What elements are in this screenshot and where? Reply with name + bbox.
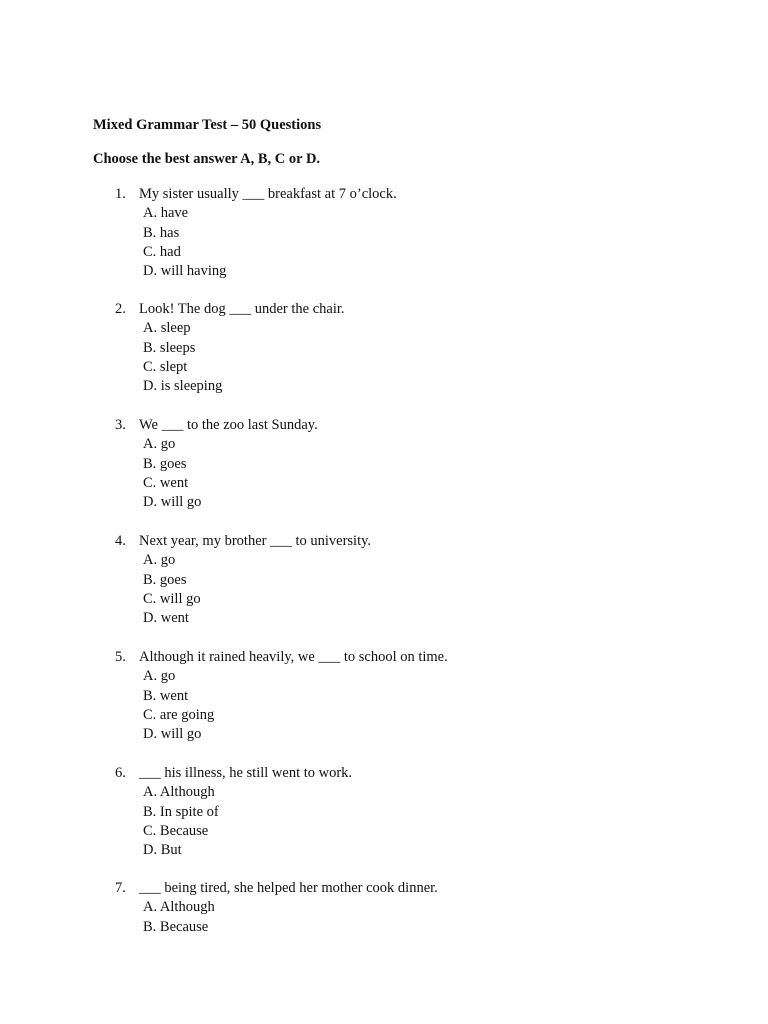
answer-option: C. had	[143, 243, 181, 260]
question-number: 5.	[115, 649, 126, 665]
answer-option: C. will go	[143, 590, 201, 607]
answer-option: A. go	[143, 436, 176, 453]
answer-options	[143, 551, 201, 628]
question-text: My sister usually ___ breakfast at 7 o’clock.	[139, 186, 397, 202]
answer-options	[143, 667, 214, 744]
question-number: 2.	[115, 301, 126, 317]
answer-option: B. went	[143, 687, 189, 704]
question-text: Look! The dog ___ under the chair.	[139, 301, 345, 317]
answer-options	[143, 898, 215, 937]
answer-option: A. have	[143, 205, 189, 222]
answer-option: B. Because	[143, 918, 209, 935]
question-text: ___ being tired, she helped her mother cook dinner.	[139, 880, 438, 896]
answer-option: D. will go	[143, 726, 202, 743]
answer-option: A. go	[143, 552, 176, 569]
answer-option: B. In spite of	[143, 803, 219, 820]
answer-option: D. went	[143, 610, 189, 627]
answer-option: B. sleeps	[143, 339, 196, 356]
answer-option: C. went	[143, 474, 189, 491]
answer-option: A. Although	[143, 784, 215, 801]
question-text: ___ his illness, he still went to work.	[139, 765, 353, 781]
answer-option: D. But	[143, 842, 182, 859]
question-text: We ___ to the zoo last Sunday.	[139, 417, 318, 433]
answer-options	[143, 435, 201, 512]
answer-option: D. is sleeping	[143, 378, 223, 395]
answer-option: A. sleep	[143, 320, 191, 337]
answer-option: C. Because	[143, 822, 209, 839]
document-title: Mixed Grammar Test – 50 Questions	[93, 117, 322, 133]
answer-option: A. Although	[143, 899, 215, 916]
question-number: 1.	[115, 186, 126, 202]
question-number: 3.	[115, 417, 126, 433]
answer-option: B. goes	[143, 455, 187, 472]
answer-options	[143, 204, 226, 281]
instruction-text: Choose the best answer A, B, C or D.	[93, 151, 321, 167]
question-text: Next year, my brother ___ to university.	[139, 533, 372, 549]
answer-options	[143, 319, 222, 396]
answer-option: D. will having	[143, 263, 227, 280]
question-number: 7.	[115, 880, 126, 896]
answer-option: D. will go	[143, 494, 202, 511]
answer-option: A. go	[143, 668, 176, 685]
question-text: Although it rained heavily, we ___ to school on time.	[139, 649, 448, 665]
answer-options	[143, 783, 219, 860]
question-number: 4.	[115, 533, 126, 549]
answer-option: C. slept	[143, 358, 188, 375]
question-number: 6.	[115, 765, 126, 781]
answer-option: B. has	[143, 224, 180, 241]
answer-option: C. are going	[143, 706, 215, 723]
answer-option: B. goes	[143, 571, 187, 588]
